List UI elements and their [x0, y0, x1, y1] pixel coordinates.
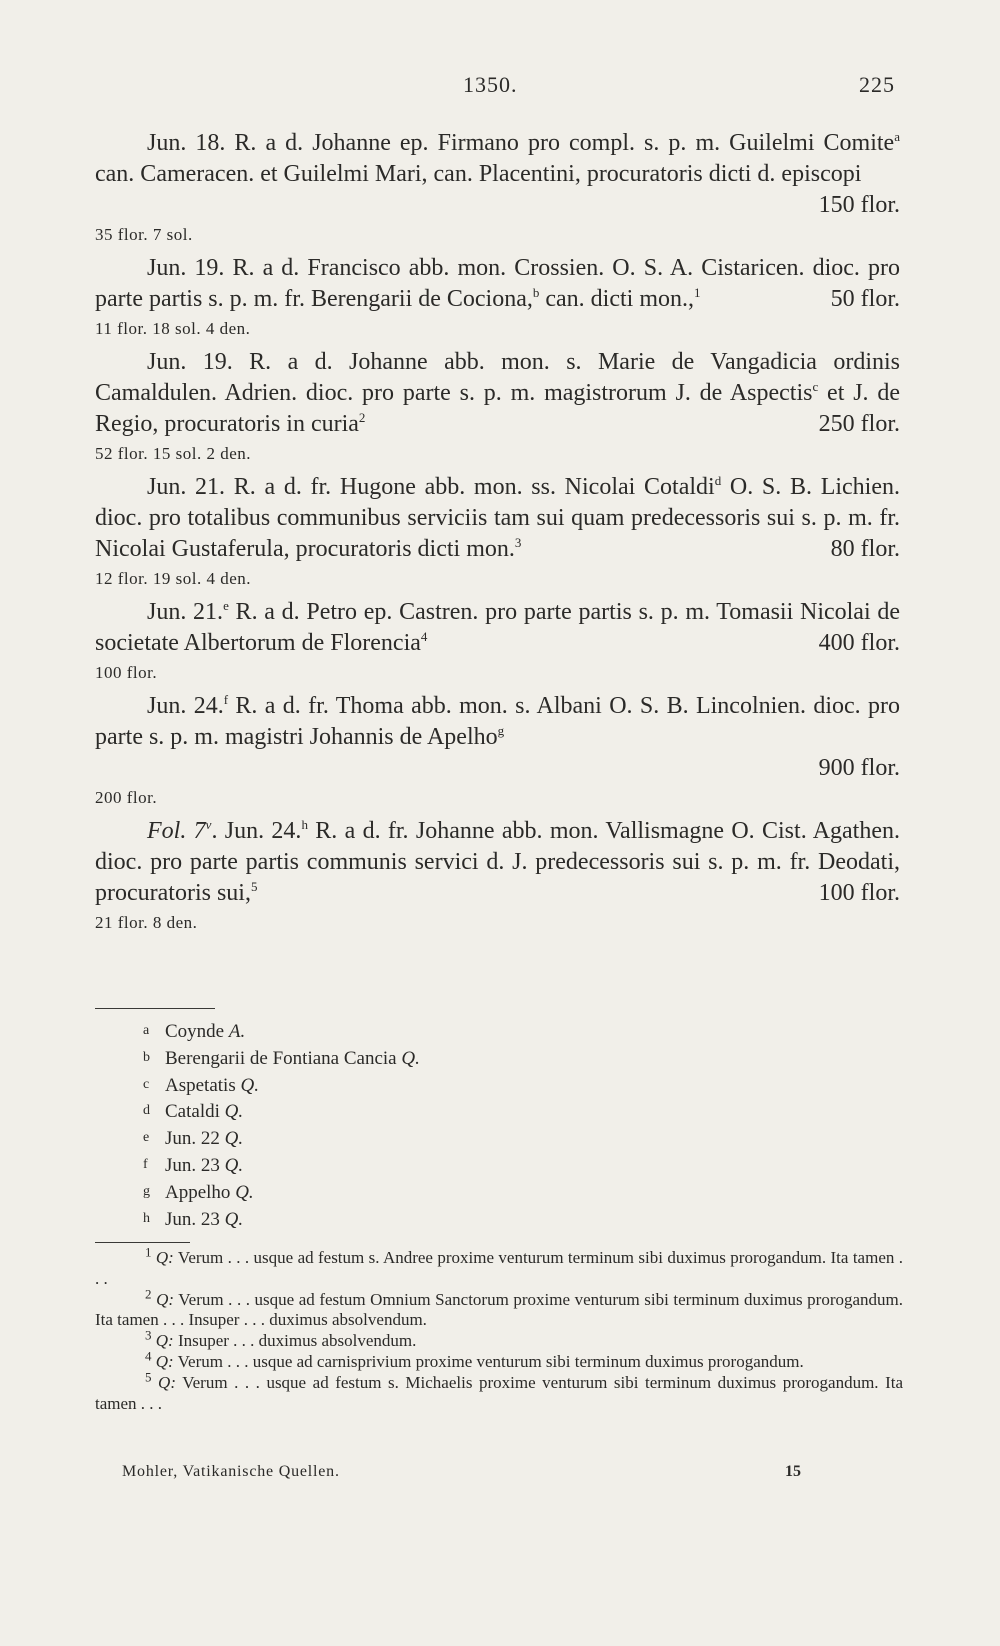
entry-text: can. Cameracen. et Guilelmi Mari, can. Placentini, procuratoris dicti d. episcopi [95, 161, 862, 187]
variant-marker: b [532, 285, 540, 300]
variant-item: b Berengarii de Fontiana Cancia Q. [143, 1047, 420, 1069]
footnotes-divider [95, 1242, 190, 1243]
variant-marker: a [894, 129, 900, 144]
entries-list [95, 128, 900, 941]
variant-marker: e [223, 598, 229, 613]
entry [95, 253, 900, 343]
variant-marker: f [223, 692, 229, 707]
footer-source: Mohler, Vatikanische Quellen. [122, 1463, 340, 1480]
entry-payment: 21 flor. 8 den. [95, 913, 198, 932]
entry-text: Jun. 19. R. a d. Johanne abb. mon. s. Marie de Vangadicia ordinis Camaldulen. Adrien. dioc. pro parte s. p. m. magistrorum J. de Aspectis [95, 349, 900, 406]
entry [95, 597, 900, 687]
footnotes [95, 1244, 904, 1414]
entry-text: Jun. 21. [147, 599, 224, 625]
entry-text: can. dicti mon., [539, 286, 695, 312]
variant-item: h Jun. 23 Q. [143, 1208, 244, 1230]
entry-text: R. a d. Petro ep. Castren. pro parte partis s. p. m. Tomasii Nicolai de societate Albertorum de Florencia [95, 599, 900, 656]
entry-amount: 80 flor. [830, 536, 900, 562]
page-number: 225 [859, 72, 895, 97]
entry-payment: 12 flor. 19 sol. 4 den. [95, 569, 251, 588]
entry [95, 347, 900, 468]
variant-readings [143, 1018, 643, 1232]
entry-payment: 100 flor. [95, 663, 158, 682]
footnote-marker: 2 [358, 410, 366, 425]
footnote: $^5$ Q: Verum . . . usque ad festum s. Michaelis proxime venturum sibi terminum duximus prorogandum. Ita tamen . . . [95, 1369, 904, 1413]
entry [95, 128, 900, 249]
entry-amount: 100 flor. [818, 880, 900, 906]
entry-payment: 35 flor. 7 sol. [95, 225, 193, 244]
variant-item: e Jun. 22 Q. [143, 1128, 244, 1150]
variant-marker: c [812, 379, 819, 394]
variant-marker: d [714, 473, 722, 488]
running-header [95, 72, 895, 104]
variant-item: f Jun. 23 Q. [143, 1154, 244, 1176]
footnote-marker: 4 [420, 629, 428, 644]
entry-text: et J. de Regio, procuratoris in curia [95, 380, 900, 437]
footnote: $^3$ Q: Insuper . . . duximus absolvendum. [145, 1327, 417, 1351]
entry-payment: 52 flor. 15 sol. 2 den. [95, 444, 251, 463]
variant-marker: h [301, 817, 308, 832]
entry-text: Jun. 19. R. a d. Francisco abb. mon. Crossien. O. S. A. Cistaricen. dioc. pro parte partis s. p. m. fr. Berengarii de Cociona, [95, 255, 900, 312]
page-footer [122, 1463, 822, 1481]
entry-amount: 900 flor. [818, 755, 900, 781]
variant-item: a Coynde A. [143, 1021, 246, 1042]
entry-text: Jun. 24. [147, 693, 224, 719]
entry-amount: 400 flor. [818, 630, 900, 656]
folio-verso: v [205, 817, 212, 832]
variant-item: d Cataldi Q. [143, 1101, 244, 1123]
entry-payment: 11 flor. 18 sol. 4 den. [95, 319, 251, 338]
variants-divider [95, 1008, 215, 1009]
footnote: $^4$ Q: Verum . . . usque ad carnisprivium proxime venturum sibi terminum duximus prorogandum. [145, 1348, 804, 1371]
sheet-signature: 15 [785, 1463, 801, 1480]
entry [95, 472, 900, 593]
entry-amount: 250 flor. [818, 411, 900, 437]
entry [95, 691, 900, 812]
variant-item: g Appelho Q. [143, 1181, 254, 1203]
footnote-marker: 3 [514, 535, 522, 550]
footnote-marker: 5 [250, 879, 258, 894]
folio-ref: Fol. 7 [147, 818, 206, 844]
entry [95, 816, 900, 937]
entry-amount: 150 flor. [818, 192, 900, 218]
entry-text: Jun. 18. R. a d. Johanne ep. Firmano pro compl. s. p. m. Guilelmi Comite [147, 130, 895, 156]
footnote: $^1$ Q: Verum . . . usque ad festum s. Andree proxime venturum terminum sibi duximus prorogandum. Ita tamen . . . [95, 1244, 903, 1288]
footnote-marker: 1 [694, 285, 701, 300]
entry-text: R. a d. fr. Johanne abb. mon. Vallismagne O. Cist. Agathen. dioc. pro parte partis communis servici d. J. predecessoris sui s. p. m. fr. Deodati, procuratoris sui, [95, 818, 900, 906]
entry-text: Jun. 21. R. a d. fr. Hugone abb. mon. ss. Nicolai Cotaldi [147, 474, 715, 500]
footnote: $^2$ Q: Verum . . . usque ad festum Omnium Sanctorum proxime venturum sibi terminum duximus prorogandum. Ita tamen . . . Insuper . . . duximus absolvendum. [95, 1285, 903, 1330]
header-year: 1350. [463, 72, 518, 97]
entry-text: . Jun. 24. [211, 818, 302, 844]
entry-text: R. a d. fr. Thoma abb. mon. s. Albani O. S. B. Lincolnien. dioc. pro parte s. p. m. magistri Johannis de Apelho [95, 693, 900, 750]
variant-marker: g [497, 723, 505, 738]
entry-text: O. S. B. Lichien. dioc. pro totalibus communibus serviciis tam sui quam predecessoris sui s. p. m. fr. Nicolai Gustaferula, procuratoris dicti mon. [95, 474, 900, 562]
entry-payment: 200 flor. [95, 788, 158, 807]
entry-amount: 50 flor. [830, 286, 900, 312]
variant-item: c Aspetatis Q. [143, 1074, 259, 1096]
